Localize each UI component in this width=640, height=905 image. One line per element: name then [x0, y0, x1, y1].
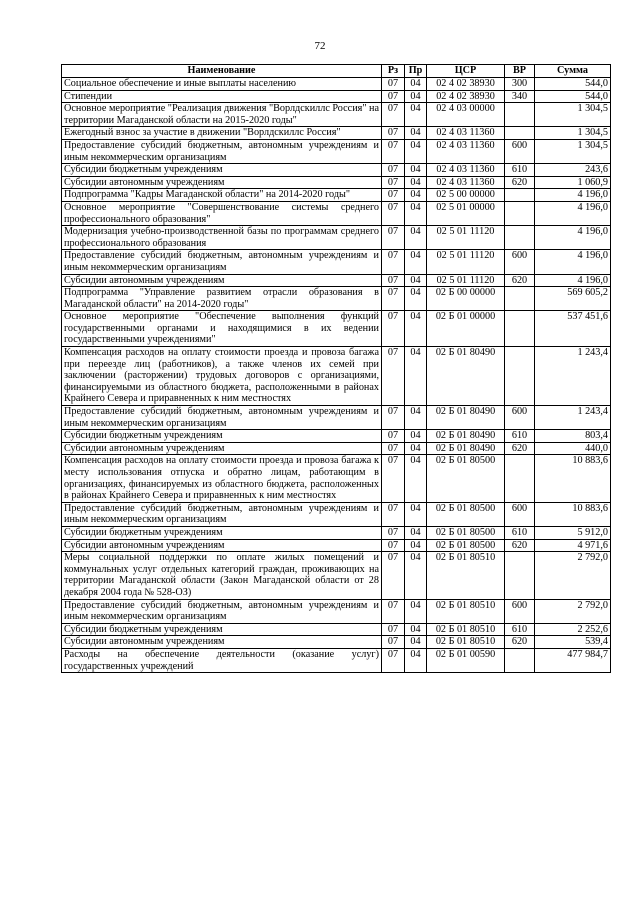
cell-sum: 537 451,6	[535, 311, 611, 347]
cell-rz: 07	[382, 430, 405, 443]
cell-vr: 620	[505, 442, 535, 455]
cell-vr: 610	[505, 526, 535, 539]
cell-name: Субсидии автономным учреждениям	[62, 274, 382, 287]
cell-sum: 477 984,7	[535, 648, 611, 672]
cell-sum: 440,0	[535, 442, 611, 455]
header-csr: ЦСР	[427, 65, 505, 78]
cell-rz: 07	[382, 406, 405, 430]
table-row	[62, 176, 611, 189]
cell-sum: 4 196,0	[535, 201, 611, 225]
cell-rz: 07	[382, 347, 405, 406]
cell-csr: 02 4 03 11360	[427, 164, 505, 177]
table-row	[62, 648, 611, 672]
cell-sum: 4 196,0	[535, 250, 611, 274]
header-name: Наименование	[62, 65, 382, 78]
cell-vr: 600	[505, 139, 535, 163]
cell-vr	[505, 127, 535, 140]
cell-csr: 02 Б 01 80490	[427, 406, 505, 430]
header-sum: Сумма	[535, 65, 611, 78]
cell-vr	[505, 552, 535, 599]
cell-vr	[505, 347, 535, 406]
cell-rz: 07	[382, 311, 405, 347]
table-row	[62, 274, 611, 287]
cell-rz: 07	[382, 139, 405, 163]
cell-name: Подпрограмма "Кадры Магаданской области" на 2014-2020 годы"	[62, 189, 382, 202]
table-row	[62, 347, 611, 406]
cell-sum: 5 912,0	[535, 526, 611, 539]
table-row	[62, 552, 611, 599]
table-row	[62, 78, 611, 91]
cell-csr: 02 4 03 11360	[427, 139, 505, 163]
cell-sum: 10 883,6	[535, 502, 611, 526]
cell-name: Предоставление субсидий бюджетным, автономным учреждениям и иным некоммерческим организациям	[62, 139, 382, 163]
cell-sum: 1 304,5	[535, 103, 611, 127]
table-row	[62, 90, 611, 103]
cell-name: Модернизация учебно-производственной базы по программам среднего профессионального образования	[62, 226, 382, 250]
cell-vr	[505, 648, 535, 672]
cell-sum: 4 196,0	[535, 189, 611, 202]
cell-rz: 07	[382, 287, 405, 311]
cell-name: Подпрограмма "Управление развитием отрасли образования в Магаданской области" на 2014-2020 годы"	[62, 287, 382, 311]
cell-vr: 620	[505, 636, 535, 649]
cell-sum: 1 243,4	[535, 347, 611, 406]
cell-rz: 07	[382, 455, 405, 502]
table-row	[62, 636, 611, 649]
cell-name: Предоставление субсидий бюджетным, автономным учреждениям и иным некоммерческим организациям	[62, 406, 382, 430]
table-row	[62, 127, 611, 140]
cell-rz: 07	[382, 539, 405, 552]
cell-pr: 04	[405, 636, 427, 649]
cell-pr: 04	[405, 226, 427, 250]
table-row	[62, 406, 611, 430]
cell-csr: 02 4 03 00000	[427, 103, 505, 127]
cell-csr: 02 5 01 11120	[427, 226, 505, 250]
cell-sum: 569 605,2	[535, 287, 611, 311]
cell-pr: 04	[405, 526, 427, 539]
cell-name: Компенсация расходов на оплату стоимости проезда и провоза багажа к месту использования отпуска и обратно лицам, работающим в организациях, финансируемых из областного бюджета, расположенных в районах Крайнего Севера и приравненных к ним местностях	[62, 455, 382, 502]
cell-name: Субсидии автономным учреждениям	[62, 176, 382, 189]
cell-csr: 02 4 03 11360	[427, 176, 505, 189]
cell-csr: 02 4 02 38930	[427, 78, 505, 91]
cell-sum: 243,6	[535, 164, 611, 177]
cell-rz: 07	[382, 599, 405, 623]
cell-pr: 04	[405, 103, 427, 127]
cell-csr: 02 5 00 00000	[427, 189, 505, 202]
cell-csr: 02 Б 01 00590	[427, 648, 505, 672]
cell-csr: 02 5 01 11120	[427, 274, 505, 287]
header-rz: Рз	[382, 65, 405, 78]
cell-rz: 07	[382, 189, 405, 202]
cell-csr: 02 Б 01 80510	[427, 636, 505, 649]
cell-rz: 07	[382, 526, 405, 539]
cell-rz: 07	[382, 201, 405, 225]
table-row	[62, 455, 611, 502]
cell-name: Ежегодный взнос за участие в движении "Ворлдскиллс Россия"	[62, 127, 382, 140]
cell-vr: 600	[505, 502, 535, 526]
cell-pr: 04	[405, 430, 427, 443]
table-row	[62, 287, 611, 311]
cell-sum: 2 792,0	[535, 552, 611, 599]
cell-sum: 544,0	[535, 90, 611, 103]
cell-csr: 02 Б 01 80500	[427, 539, 505, 552]
cell-name: Предоставление субсидий бюджетным, автономным учреждениям и иным некоммерческим организациям	[62, 599, 382, 623]
cell-name: Меры социальной поддержки по оплате жилых помещений и коммунальных услуг отдельных категорий граждан, проживающих на территории Магаданской области (Закон Магаданской области от 28 декабря 2004 года № 528-ОЗ)	[62, 552, 382, 599]
cell-vr	[505, 103, 535, 127]
cell-vr	[505, 189, 535, 202]
cell-name: Субсидии автономным учреждениям	[62, 442, 382, 455]
table-row	[62, 442, 611, 455]
cell-pr: 04	[405, 406, 427, 430]
cell-pr: 04	[405, 201, 427, 225]
cell-vr: 600	[505, 250, 535, 274]
cell-rz: 07	[382, 274, 405, 287]
cell-name: Предоставление субсидий бюджетным, автономным учреждениям и иным некоммерческим организациям	[62, 250, 382, 274]
cell-csr: 02 Б 01 80500	[427, 502, 505, 526]
cell-sum: 1 060,9	[535, 176, 611, 189]
page-number: 72	[314, 40, 326, 52]
cell-name: Основное мероприятие "Совершенствование системы среднего профессионального образования"	[62, 201, 382, 225]
cell-name: Предоставление субсидий бюджетным, автономным учреждениям и иным некоммерческим организациям	[62, 502, 382, 526]
cell-pr: 04	[405, 176, 427, 189]
table-row	[62, 226, 611, 250]
table-body	[62, 78, 611, 673]
cell-name: Субсидии бюджетным учреждениям	[62, 526, 382, 539]
cell-pr: 04	[405, 139, 427, 163]
cell-csr: 02 4 02 38930	[427, 90, 505, 103]
header-vr: ВР	[505, 65, 535, 78]
cell-pr: 04	[405, 442, 427, 455]
table-row	[62, 250, 611, 274]
cell-csr: 02 Б 01 80510	[427, 552, 505, 599]
cell-csr: 02 Б 01 80500	[427, 455, 505, 502]
cell-pr: 04	[405, 164, 427, 177]
cell-pr: 04	[405, 539, 427, 552]
cell-pr: 04	[405, 189, 427, 202]
cell-sum: 4 196,0	[535, 226, 611, 250]
cell-pr: 04	[405, 311, 427, 347]
cell-csr: 02 Б 01 80490	[427, 442, 505, 455]
table-header-row	[62, 65, 611, 78]
table-row	[62, 430, 611, 443]
cell-rz: 07	[382, 176, 405, 189]
cell-name: Компенсация расходов на оплату стоимости проезда и провоза багажа при переезде лиц (работников), а также членов их семей при заключении (расторжении) трудовых договоров с организациями, финансируемыми из областного бюджета, расположенными в районах Крайнего Севера и приравненных к ним местностях	[62, 347, 382, 406]
cell-rz: 07	[382, 636, 405, 649]
table-row	[62, 599, 611, 623]
cell-pr: 04	[405, 502, 427, 526]
cell-csr: 02 Б 01 80510	[427, 599, 505, 623]
cell-pr: 04	[405, 455, 427, 502]
table-row	[62, 311, 611, 347]
table-row	[62, 623, 611, 636]
cell-vr: 610	[505, 623, 535, 636]
cell-pr: 04	[405, 287, 427, 311]
cell-vr: 620	[505, 539, 535, 552]
cell-name: Субсидии бюджетным учреждениям	[62, 430, 382, 443]
cell-pr: 04	[405, 90, 427, 103]
cell-csr: 02 5 01 00000	[427, 201, 505, 225]
cell-rz: 07	[382, 442, 405, 455]
cell-rz: 07	[382, 164, 405, 177]
cell-pr: 04	[405, 599, 427, 623]
cell-name: Субсидии автономным учреждениям	[62, 539, 382, 552]
cell-pr: 04	[405, 552, 427, 599]
cell-sum: 2 792,0	[535, 599, 611, 623]
cell-csr: 02 5 01 11120	[427, 250, 505, 274]
cell-rz: 07	[382, 502, 405, 526]
cell-vr	[505, 201, 535, 225]
cell-vr	[505, 226, 535, 250]
cell-vr: 610	[505, 164, 535, 177]
cell-vr	[505, 287, 535, 311]
cell-sum: 539,4	[535, 636, 611, 649]
cell-name: Субсидии бюджетным учреждениям	[62, 623, 382, 636]
cell-name: Основное мероприятие "Реализация движения "Ворлдскиллс Россия" на территории Магаданской области на 2015-2020 годы"	[62, 103, 382, 127]
cell-name: Субсидии бюджетным учреждениям	[62, 164, 382, 177]
cell-csr: 02 Б 01 80490	[427, 430, 505, 443]
cell-rz: 07	[382, 250, 405, 274]
cell-name: Субсидии автономным учреждениям	[62, 636, 382, 649]
cell-csr: 02 4 03 11360	[427, 127, 505, 140]
cell-vr: 600	[505, 599, 535, 623]
cell-pr: 04	[405, 347, 427, 406]
cell-csr: 02 Б 01 00000	[427, 311, 505, 347]
table-row	[62, 139, 611, 163]
cell-sum: 1 304,5	[535, 127, 611, 140]
cell-vr	[505, 311, 535, 347]
cell-sum: 1 243,4	[535, 406, 611, 430]
cell-sum: 4 971,6	[535, 539, 611, 552]
cell-vr: 340	[505, 90, 535, 103]
table-row	[62, 539, 611, 552]
cell-rz: 07	[382, 623, 405, 636]
cell-sum: 10 883,6	[535, 455, 611, 502]
table-row	[62, 201, 611, 225]
cell-vr: 300	[505, 78, 535, 91]
cell-pr: 04	[405, 250, 427, 274]
table-row	[62, 526, 611, 539]
cell-name: Расходы на обеспечение деятельности (оказание услуг) государственных учреждений	[62, 648, 382, 672]
cell-rz: 07	[382, 103, 405, 127]
cell-csr: 02 Б 01 80510	[427, 623, 505, 636]
cell-vr: 610	[505, 430, 535, 443]
cell-sum: 2 252,6	[535, 623, 611, 636]
header-pr: Пр	[405, 65, 427, 78]
cell-pr: 04	[405, 274, 427, 287]
cell-csr: 02 Б 00 00000	[427, 287, 505, 311]
cell-vr: 620	[505, 176, 535, 189]
cell-rz: 07	[382, 648, 405, 672]
cell-vr: 620	[505, 274, 535, 287]
cell-pr: 04	[405, 78, 427, 91]
cell-csr: 02 Б 01 80490	[427, 347, 505, 406]
cell-name: Основное мероприятие "Обеспечение выполнения функций государственными органами и находящимися в их ведении государственными учреждениями"	[62, 311, 382, 347]
cell-sum: 1 304,5	[535, 139, 611, 163]
cell-sum: 4 196,0	[535, 274, 611, 287]
table-row	[62, 103, 611, 127]
cell-name: Стипендии	[62, 90, 382, 103]
cell-sum: 544,0	[535, 78, 611, 91]
cell-pr: 04	[405, 623, 427, 636]
cell-csr: 02 Б 01 80500	[427, 526, 505, 539]
table-row	[62, 502, 611, 526]
cell-rz: 07	[382, 127, 405, 140]
table-row	[62, 164, 611, 177]
cell-vr	[505, 455, 535, 502]
cell-pr: 04	[405, 127, 427, 140]
cell-vr: 600	[505, 406, 535, 430]
cell-rz: 07	[382, 78, 405, 91]
cell-rz: 07	[382, 552, 405, 599]
cell-name: Социальное обеспечение и иные выплаты населению	[62, 78, 382, 91]
cell-pr: 04	[405, 648, 427, 672]
cell-rz: 07	[382, 90, 405, 103]
budget-table	[61, 64, 611, 673]
cell-rz: 07	[382, 226, 405, 250]
cell-sum: 803,4	[535, 430, 611, 443]
table-row	[62, 189, 611, 202]
